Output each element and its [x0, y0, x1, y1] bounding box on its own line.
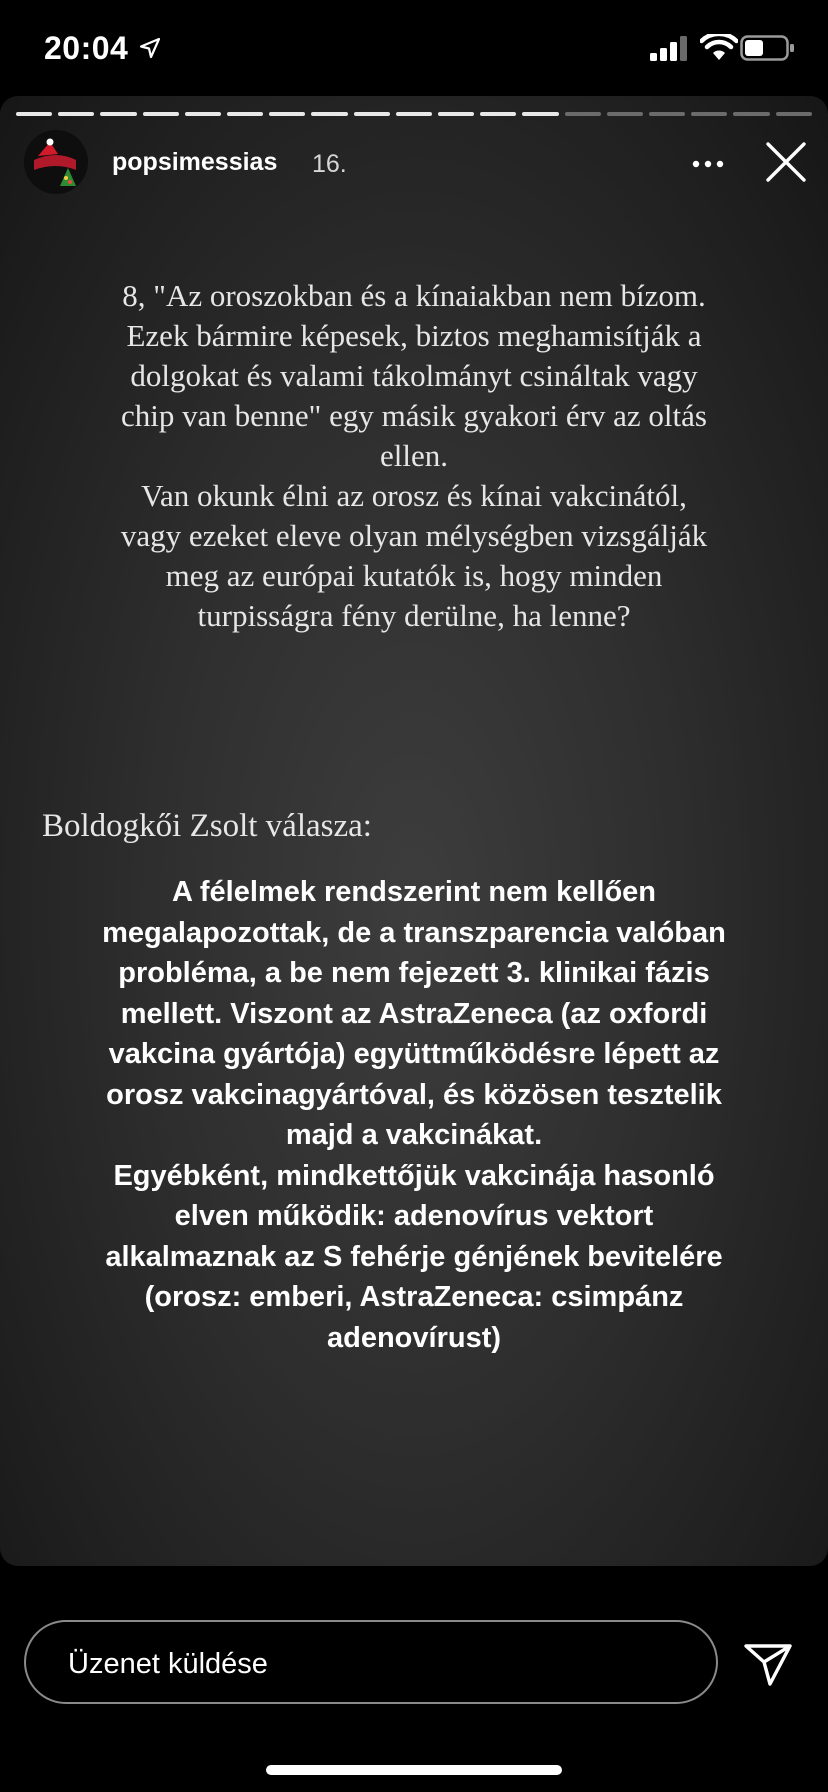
wifi-icon	[700, 34, 738, 62]
answer-line: mellett. Viszont az AstraZeneca (az oxfordi	[120, 997, 708, 1030]
progress-segment	[185, 112, 221, 116]
progress-segment	[480, 112, 516, 116]
message-input-placeholder: Üzenet küldése	[68, 1648, 268, 1680]
progress-segment	[649, 112, 685, 116]
battery-icon	[740, 34, 796, 62]
answer-line: probléma, a be nem fejezett 3. klinikai fázis	[118, 957, 710, 989]
more-options-icon[interactable]	[688, 144, 728, 184]
answer-line: adenovírust)	[326, 1321, 502, 1354]
question-line: turpisságra fény derülne, ha lenne?	[197, 598, 631, 633]
progress-segment	[691, 112, 727, 116]
progress-segment	[143, 112, 179, 116]
answer-heading: Boldogkői Zsolt válasza:	[42, 808, 372, 844]
progress-segment	[354, 112, 390, 116]
progress-segment	[227, 112, 263, 116]
progress-segment	[733, 112, 769, 116]
question-line: vagy ezeket eleve olyan mélységben vizsgálják	[120, 518, 708, 553]
answer-line: (orosz: emberi, AstraZeneca: csimpánz	[144, 1281, 684, 1313]
story-question-text	[40, 276, 788, 636]
answer-line: vakcina gyártója) együttműködésre lépett az	[108, 1038, 720, 1070]
progress-segment	[522, 112, 558, 116]
question-line: Ezek bármire képesek, biztos meghamisítják a	[126, 318, 702, 353]
progress-segment	[438, 112, 474, 116]
progress-segment	[396, 112, 432, 116]
answer-line: orosz vakcinagyártóval, és közösen tesztelik	[106, 1078, 722, 1111]
question-line: chip van benne" egy másik gyakori érv az oltás	[121, 398, 707, 433]
status-time: 20:04	[44, 30, 129, 66]
progress-segment	[16, 112, 52, 116]
story-card[interactable]	[0, 96, 828, 1566]
avatar-image	[24, 130, 88, 194]
answer-line: megalapozottak, de a transzparencia valóban	[102, 916, 726, 949]
story-username[interactable]: popsimessias	[112, 148, 278, 176]
story-time-ago: 16.	[312, 150, 347, 178]
message-input[interactable]	[24, 1620, 718, 1704]
location-arrow-icon	[138, 36, 162, 60]
send-icon[interactable]	[742, 1638, 794, 1690]
question-line: ellen.	[380, 438, 448, 473]
progress-segment	[607, 112, 643, 116]
avatar[interactable]	[24, 130, 88, 194]
story-answer-text	[44, 872, 784, 1358]
answer-line: elven működik: adenovírus vektort	[174, 1200, 654, 1232]
answer-line: alkalmaznak az S fehérje génjének bevitelére	[105, 1240, 723, 1273]
home-indicator[interactable]	[266, 1765, 562, 1775]
status-bar	[0, 0, 828, 96]
close-icon[interactable]	[764, 140, 808, 184]
answer-line: A félelmek rendszerint nem kellően	[171, 876, 657, 908]
progress-segment	[58, 112, 94, 116]
question-line: meg az európai kutatók is, hogy minden	[165, 558, 663, 593]
answer-line: Egyébként, mindkettőjük vakcinája hasonló	[113, 1159, 715, 1192]
progress-segment	[565, 112, 601, 116]
signal-icon	[650, 36, 692, 62]
story-progress-bar	[16, 112, 812, 116]
progress-segment	[269, 112, 305, 116]
question-line: Van okunk élni az orosz és kínai vakcinától,	[141, 478, 687, 513]
question-line: dolgokat és valami tákolmányt csináltak vagy	[130, 358, 698, 393]
progress-segment	[311, 112, 347, 116]
question-line: 8, "Az oroszokban és a kínaiakban nem bízom.	[122, 278, 706, 313]
answer-line: majd a vakcinákat.	[285, 1119, 543, 1151]
progress-segment	[100, 112, 136, 116]
progress-segment	[776, 112, 812, 116]
